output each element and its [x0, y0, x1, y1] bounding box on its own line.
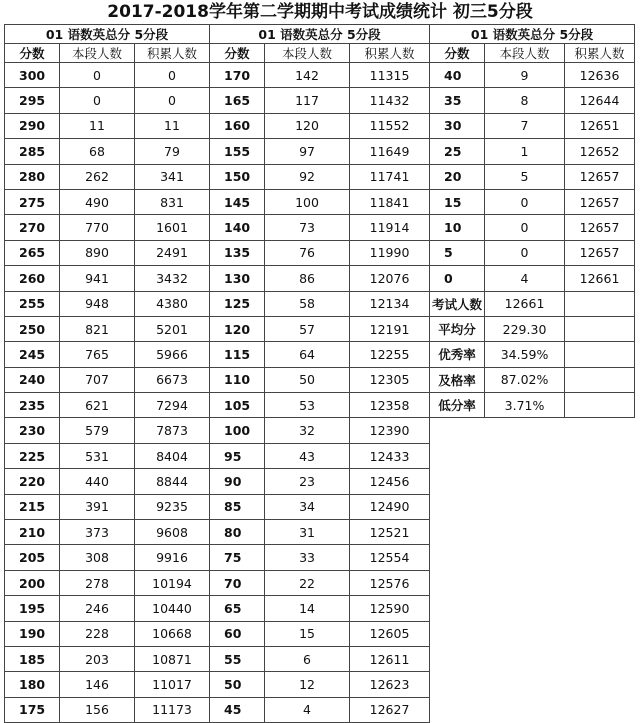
score-cell: 90	[210, 469, 265, 494]
score-cell: 200	[5, 570, 60, 595]
score-cell: 70	[210, 570, 265, 595]
count-cell: 621	[60, 393, 135, 418]
table-row	[5, 215, 635, 240]
cumulative-cell: 1601	[135, 215, 210, 240]
cumulative-cell: 12590	[350, 596, 430, 621]
table-row	[5, 367, 635, 392]
cumulative-cell: 12657	[565, 240, 635, 265]
count-cell: 203	[60, 646, 135, 671]
count-cell: 86	[265, 266, 350, 291]
score-cell: 110	[210, 367, 265, 392]
cumulative-cell: 12623	[350, 672, 430, 697]
count-cell: 57	[265, 316, 350, 341]
count-cell: 43	[265, 443, 350, 468]
cumulative-cell: 12576	[350, 570, 430, 595]
table-row	[5, 240, 635, 265]
score-cell: 60	[210, 621, 265, 646]
score-cell: 115	[210, 342, 265, 367]
cumulative-cell: 5966	[135, 342, 210, 367]
summary-label: 考试人数	[430, 291, 485, 316]
cumulative-cell: 12657	[565, 215, 635, 240]
cumulative-cell: 12627	[350, 697, 430, 722]
score-cell: 75	[210, 545, 265, 570]
count-cell: 32	[265, 418, 350, 443]
table-row	[5, 266, 635, 291]
cumulative-cell: 11841	[350, 189, 430, 214]
count-cell: 821	[60, 316, 135, 341]
score-cell: 5	[430, 240, 485, 265]
score-cell: 195	[5, 596, 60, 621]
score-cell: 235	[5, 393, 60, 418]
count-cell: 262	[60, 164, 135, 189]
summary-label: 低分率	[430, 393, 485, 418]
cumulative-cell: 4380	[135, 291, 210, 316]
cumulative-cell: 831	[135, 189, 210, 214]
score-cell: 245	[5, 342, 60, 367]
count-cell: 146	[60, 672, 135, 697]
score-cell: 95	[210, 443, 265, 468]
empty-cell	[430, 418, 635, 443]
table-row	[5, 443, 635, 468]
cumulative-cell: 11741	[350, 164, 430, 189]
count-column-header: 本段人数	[265, 44, 350, 63]
count-cell: 23	[265, 469, 350, 494]
table-row	[5, 342, 635, 367]
score-cell: 145	[210, 189, 265, 214]
cumulative-cell: 10194	[135, 570, 210, 595]
count-cell: 948	[60, 291, 135, 316]
table-row	[5, 596, 635, 621]
count-cell: 33	[265, 545, 350, 570]
score-cell: 215	[5, 494, 60, 519]
cumulative-cell: 12433	[350, 443, 430, 468]
count-cell: 50	[265, 367, 350, 392]
cumulative-cell: 0	[135, 63, 210, 88]
score-cell: 130	[210, 266, 265, 291]
summary-empty-cell	[565, 342, 635, 367]
score-cell: 225	[5, 443, 60, 468]
score-cell: 220	[5, 469, 60, 494]
count-cell: 12	[265, 672, 350, 697]
empty-cell	[430, 621, 635, 646]
cumulative-cell: 12652	[565, 139, 635, 164]
score-cell: 25	[430, 139, 485, 164]
score-cell: 265	[5, 240, 60, 265]
summary-label: 平均分	[430, 316, 485, 341]
score-cell: 40	[430, 63, 485, 88]
section-label: 01 语数英总分 5分段	[210, 25, 430, 44]
count-cell: 53	[265, 393, 350, 418]
cumulative-cell: 2491	[135, 240, 210, 265]
count-cell: 31	[265, 520, 350, 545]
empty-cell	[430, 672, 635, 697]
score-cell: 260	[5, 266, 60, 291]
count-column-header: 本段人数	[60, 44, 135, 63]
cumulative-cell: 10668	[135, 621, 210, 646]
score-cell: 250	[5, 316, 60, 341]
summary-empty-cell	[565, 393, 635, 418]
cumulative-cell: 12456	[350, 469, 430, 494]
score-cell: 255	[5, 291, 60, 316]
summary-empty-cell	[565, 316, 635, 341]
cumulative-cell: 11990	[350, 240, 430, 265]
count-cell: 579	[60, 418, 135, 443]
score-cell: 45	[210, 697, 265, 722]
cumulative-cell: 11173	[135, 697, 210, 722]
summary-label: 优秀率	[430, 342, 485, 367]
score-cell: 15	[430, 189, 485, 214]
cumulative-cell: 12255	[350, 342, 430, 367]
count-cell: 770	[60, 215, 135, 240]
cumulative-cell: 3432	[135, 266, 210, 291]
empty-cell	[430, 494, 635, 519]
empty-cell	[430, 570, 635, 595]
count-cell: 9	[485, 63, 565, 88]
score-cell: 10	[430, 215, 485, 240]
cumulative-cell: 12358	[350, 393, 430, 418]
count-cell: 7	[485, 113, 565, 138]
summary-value: 229.30	[485, 316, 565, 341]
score-cell: 0	[430, 266, 485, 291]
score-cell: 85	[210, 494, 265, 519]
table-row	[5, 520, 635, 545]
cumulative-cell: 11432	[350, 88, 430, 113]
count-cell: 1	[485, 139, 565, 164]
count-cell: 92	[265, 164, 350, 189]
cumulative-cell: 12390	[350, 418, 430, 443]
cumulative-cell: 9608	[135, 520, 210, 545]
count-cell: 73	[265, 215, 350, 240]
table-row	[5, 621, 635, 646]
count-cell: 391	[60, 494, 135, 519]
summary-value: 12661	[485, 291, 565, 316]
score-cell: 35	[430, 88, 485, 113]
count-cell: 765	[60, 342, 135, 367]
cumulative-cell: 12651	[565, 113, 635, 138]
table-row	[5, 418, 635, 443]
count-cell: 156	[60, 697, 135, 722]
summary-empty-cell	[565, 367, 635, 392]
cumulative-cell: 79	[135, 139, 210, 164]
count-cell: 14	[265, 596, 350, 621]
score-cell: 270	[5, 215, 60, 240]
score-cell: 230	[5, 418, 60, 443]
empty-cell	[430, 520, 635, 545]
table-row	[5, 113, 635, 138]
score-cell: 105	[210, 393, 265, 418]
count-cell: 308	[60, 545, 135, 570]
score-cell: 150	[210, 164, 265, 189]
count-cell: 6	[265, 646, 350, 671]
table-row	[5, 570, 635, 595]
count-cell: 120	[265, 113, 350, 138]
empty-cell	[430, 646, 635, 671]
cumulative-cell: 7294	[135, 393, 210, 418]
count-cell: 246	[60, 596, 135, 621]
cumulative-cell: 341	[135, 164, 210, 189]
page-title: 2017-2018学年第二学期期中考试成绩统计 初三5分段	[107, 2, 533, 22]
count-cell: 707	[60, 367, 135, 392]
cumulative-cell: 6673	[135, 367, 210, 392]
count-cell: 142	[265, 63, 350, 88]
empty-cell	[430, 469, 635, 494]
score-column-header: 分数	[430, 44, 485, 63]
summary-empty-cell	[565, 291, 635, 316]
score-cell: 185	[5, 646, 60, 671]
cumulative-cell: 10440	[135, 596, 210, 621]
score-cell: 120	[210, 316, 265, 341]
count-cell: 8	[485, 88, 565, 113]
cumulative-cell: 8404	[135, 443, 210, 468]
score-column-header: 分数	[210, 44, 265, 63]
empty-cell	[430, 596, 635, 621]
cumulative-cell: 11017	[135, 672, 210, 697]
count-cell: 5	[485, 164, 565, 189]
score-cell: 140	[210, 215, 265, 240]
cumulative-cell: 12657	[565, 164, 635, 189]
count-cell: 4	[265, 697, 350, 722]
count-cell: 490	[60, 189, 135, 214]
cumulative-cell: 11552	[350, 113, 430, 138]
cumulative-cell: 12076	[350, 266, 430, 291]
count-cell: 11	[60, 113, 135, 138]
cumulative-cell: 12191	[350, 316, 430, 341]
empty-cell	[430, 697, 635, 722]
score-cell: 160	[210, 113, 265, 138]
table-row	[5, 494, 635, 519]
cumulative-cell: 9916	[135, 545, 210, 570]
score-cell: 210	[5, 520, 60, 545]
score-cell: 20	[430, 164, 485, 189]
cumulative-cell: 12134	[350, 291, 430, 316]
cumulative-cell: 12657	[565, 189, 635, 214]
cumulative-cell: 12661	[565, 266, 635, 291]
score-cell: 50	[210, 672, 265, 697]
cumulative-cell: 12305	[350, 367, 430, 392]
cumulative-column-header: 积累人数	[565, 44, 635, 63]
table-row	[5, 316, 635, 341]
table-row	[5, 291, 635, 316]
count-cell: 100	[265, 189, 350, 214]
score-cell: 300	[5, 63, 60, 88]
count-cell: 34	[265, 494, 350, 519]
score-cell: 280	[5, 164, 60, 189]
score-cell: 80	[210, 520, 265, 545]
table-row	[5, 139, 635, 164]
count-cell: 0	[60, 88, 135, 113]
count-cell: 68	[60, 139, 135, 164]
cumulative-cell: 12605	[350, 621, 430, 646]
count-cell: 531	[60, 443, 135, 468]
section-label: 01 语数英总分 5分段	[5, 25, 210, 44]
summary-value: 3.71%	[485, 393, 565, 418]
count-cell: 22	[265, 570, 350, 595]
cumulative-cell: 0	[135, 88, 210, 113]
count-cell: 4	[485, 266, 565, 291]
cumulative-cell: 12554	[350, 545, 430, 570]
cumulative-cell: 8844	[135, 469, 210, 494]
table-row	[5, 646, 635, 671]
count-cell: 76	[265, 240, 350, 265]
cumulative-cell: 12611	[350, 646, 430, 671]
section-header-row	[5, 25, 635, 44]
score-cell: 190	[5, 621, 60, 646]
score-distribution-table	[4, 24, 635, 723]
score-cell: 285	[5, 139, 60, 164]
score-cell: 135	[210, 240, 265, 265]
count-cell: 373	[60, 520, 135, 545]
cumulative-cell: 5201	[135, 316, 210, 341]
cumulative-column-header: 积累人数	[135, 44, 210, 63]
empty-cell	[430, 443, 635, 468]
cumulative-cell: 9235	[135, 494, 210, 519]
score-cell: 55	[210, 646, 265, 671]
table-row	[5, 469, 635, 494]
summary-label: 及格率	[430, 367, 485, 392]
score-cell: 175	[5, 697, 60, 722]
count-cell: 58	[265, 291, 350, 316]
cumulative-cell: 12490	[350, 494, 430, 519]
table-row	[5, 393, 635, 418]
table-row	[5, 88, 635, 113]
count-cell: 278	[60, 570, 135, 595]
count-column-header: 本段人数	[485, 44, 565, 63]
cumulative-cell: 10871	[135, 646, 210, 671]
score-cell: 125	[210, 291, 265, 316]
section-label: 01 语数英总分 5分段	[430, 25, 635, 44]
score-cell: 65	[210, 596, 265, 621]
cumulative-cell: 12521	[350, 520, 430, 545]
count-cell: 228	[60, 621, 135, 646]
summary-value: 87.02%	[485, 367, 565, 392]
count-cell: 117	[265, 88, 350, 113]
count-cell: 0	[485, 215, 565, 240]
score-cell: 240	[5, 367, 60, 392]
cumulative-cell: 11649	[350, 139, 430, 164]
count-cell: 0	[485, 240, 565, 265]
cumulative-column-header: 积累人数	[350, 44, 430, 63]
empty-cell	[430, 545, 635, 570]
table-row	[5, 63, 635, 88]
score-cell: 170	[210, 63, 265, 88]
count-cell: 15	[265, 621, 350, 646]
count-cell: 0	[60, 63, 135, 88]
table-row	[5, 545, 635, 570]
count-cell: 0	[485, 189, 565, 214]
summary-value: 34.59%	[485, 342, 565, 367]
cumulative-cell: 12636	[565, 63, 635, 88]
score-cell: 165	[210, 88, 265, 113]
table-row	[5, 164, 635, 189]
score-cell: 155	[210, 139, 265, 164]
score-cell: 205	[5, 545, 60, 570]
score-cell: 100	[210, 418, 265, 443]
score-column-header: 分数	[5, 44, 60, 63]
score-cell: 290	[5, 113, 60, 138]
score-cell: 30	[430, 113, 485, 138]
cumulative-cell: 11914	[350, 215, 430, 240]
column-header-row	[5, 44, 635, 63]
count-cell: 440	[60, 469, 135, 494]
table-row	[5, 189, 635, 214]
count-cell: 64	[265, 342, 350, 367]
table-row	[5, 697, 635, 722]
count-cell: 941	[60, 266, 135, 291]
score-cell: 295	[5, 88, 60, 113]
score-cell: 180	[5, 672, 60, 697]
score-cell: 275	[5, 189, 60, 214]
count-cell: 890	[60, 240, 135, 265]
cumulative-cell: 7873	[135, 418, 210, 443]
cumulative-cell: 11	[135, 113, 210, 138]
count-cell: 97	[265, 139, 350, 164]
table-row	[5, 672, 635, 697]
cumulative-cell: 11315	[350, 63, 430, 88]
cumulative-cell: 12644	[565, 88, 635, 113]
